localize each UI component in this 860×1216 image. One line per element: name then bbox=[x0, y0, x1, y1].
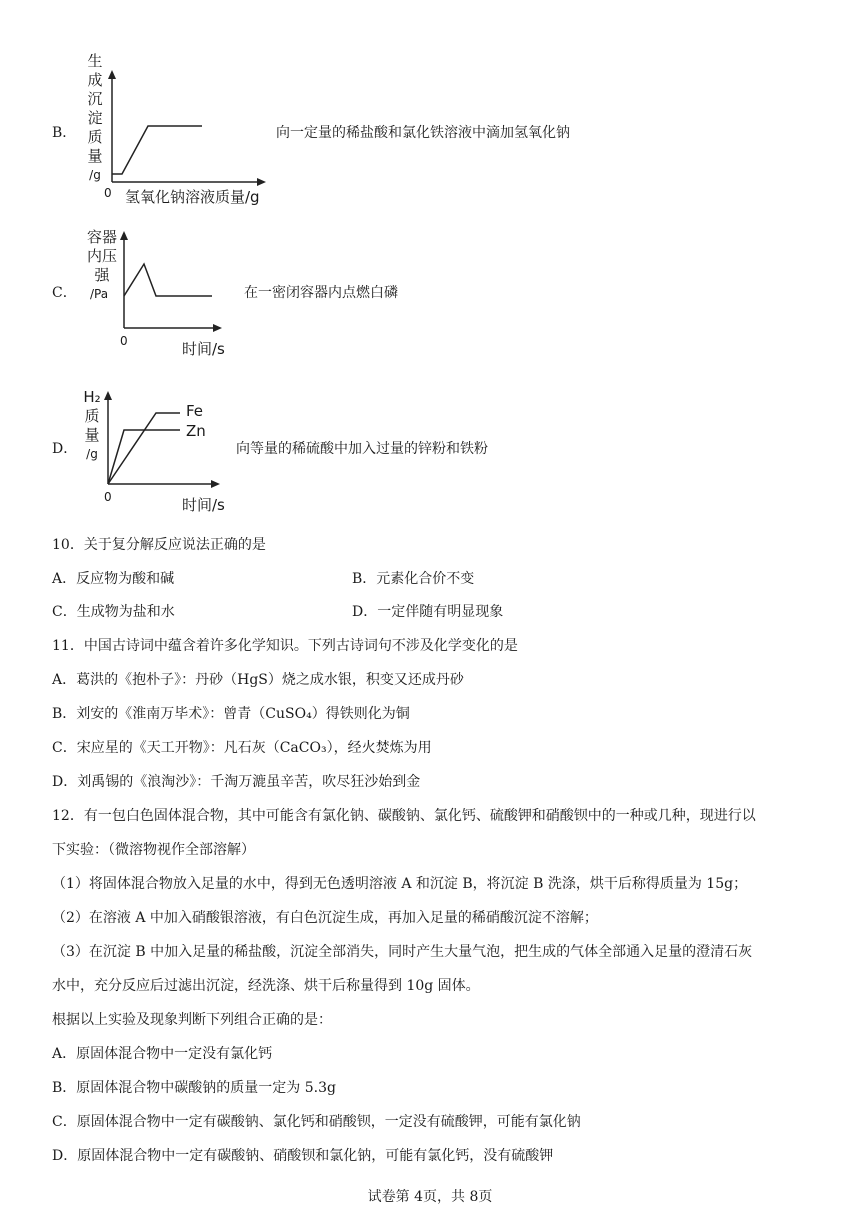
option-d: D．一定伴随有明显现象 bbox=[352, 604, 504, 620]
y-axis-arrow bbox=[108, 70, 116, 79]
y-label-line: H₂ bbox=[83, 388, 101, 406]
x-axis-label-b: 氢氧化钠溶液质量/g bbox=[125, 188, 260, 206]
x-axis-arrow bbox=[257, 178, 266, 186]
y-label-line: 强 bbox=[94, 266, 110, 284]
option-d: D．原固体混合物中一定有碳酸钠、硝酸钡和氯化钠，可能有氯化钙，没有硫酸钾 bbox=[52, 1148, 554, 1164]
graph-description-d: 向等量的稀硫酸中加入过量的锌粉和铁粉 bbox=[236, 441, 488, 457]
option-c: C．生成物为盐和水 bbox=[52, 604, 175, 620]
y-label-line: /Pa bbox=[90, 287, 109, 301]
zn-curve bbox=[108, 430, 180, 484]
option-letter-d: D． bbox=[52, 441, 78, 457]
x-axis-label-d: 时间/s bbox=[182, 496, 225, 514]
graph-d-plot bbox=[96, 386, 226, 490]
option-a: A．葛洪的《抱朴子》：丹砂（HgS）烧之成水银，积变又还成丹砂 bbox=[52, 672, 464, 688]
y-label-line: 质 bbox=[87, 128, 103, 146]
experiment-step-3-line-1: （3）在沉淀 B 中加入足量的稀盐酸，沉淀全部消失，同时产生大量气泡，把生成的气体全部通入足量的澄清石灰 bbox=[52, 944, 753, 960]
y-axis-arrow bbox=[104, 391, 112, 400]
question-stem: 11．中国古诗词中蕴含着许多化学知识。下列古诗词句不涉及化学变化的是 bbox=[52, 638, 518, 654]
series-label-zn: Zn bbox=[186, 422, 206, 440]
option-c: C．原固体混合物中一定有碳酸钠、氯化钙和硝酸钡，一定没有硫酸钾，可能有氯化钠 bbox=[52, 1114, 581, 1130]
option-a: A．反应物为酸和碱 bbox=[52, 571, 175, 587]
y-label-line: 成 bbox=[87, 71, 103, 89]
origin-label-d: 0 bbox=[104, 490, 112, 504]
y-label-line: 容器 bbox=[86, 228, 117, 246]
y-label-line: /g bbox=[89, 168, 101, 182]
graph-b-plot bbox=[100, 66, 270, 196]
question-stem-line-2: 下实验：（微溶物视作全部溶解） bbox=[52, 842, 255, 858]
x-axis-arrow bbox=[213, 324, 222, 332]
origin-label-b: 0 bbox=[104, 186, 112, 200]
origin-label-c: 0 bbox=[120, 334, 128, 348]
y-label-line: 淀 bbox=[87, 109, 103, 127]
y-label-line: 量 bbox=[87, 147, 103, 165]
option-b: B．原固体混合物中碳酸钠的质量一定为 5.3g bbox=[52, 1080, 336, 1096]
page-footer: 试卷第 4页，共 8页 bbox=[367, 1189, 493, 1205]
option-letter-b: B． bbox=[52, 125, 77, 141]
x-axis-label-c: 时间/s bbox=[182, 340, 225, 358]
graph-description-b: 向一定量的稀盐酸和氯化铁溶液中滴加氢氧化钠 bbox=[276, 125, 570, 141]
question-stem: 10．关于复分解反应说法正确的是 bbox=[52, 537, 266, 553]
experiment-step-1: （1）将固体混合物放入足量的水中，得到无色透明溶液 A 和沉淀 B，将沉淀 B 洗涤，烘干后称得质量为 15g； bbox=[52, 876, 748, 892]
x-axis-arrow bbox=[211, 480, 220, 488]
y-label-line: 质 bbox=[84, 407, 100, 425]
y-label-line: /g bbox=[86, 447, 98, 461]
y-label-line: 生 bbox=[87, 52, 103, 70]
graph-description-c: 在一密闭容器内点燃白磷 bbox=[244, 285, 398, 301]
experiment-step-2: （2）在溶液 A 中加入硝酸银溶液，有白色沉淀生成，再加入足量的稀硝酸沉淀不溶解； bbox=[52, 910, 598, 926]
option-b: B．元素化合价不变 bbox=[352, 571, 475, 587]
y-label-line: 内压 bbox=[86, 247, 117, 265]
option-letter-c: C． bbox=[52, 285, 77, 301]
y-axis-arrow bbox=[120, 231, 128, 240]
graph-c-plot bbox=[112, 226, 232, 336]
y-label-line: 量 bbox=[84, 426, 100, 444]
option-c: C．宋应星的《天工开物》：凡石灰（CaCO₃），经火焚炼为用 bbox=[52, 740, 432, 756]
option-b: B．刘安的《淮南万毕术》：曾青（CuSO₄）得铁则化为铜 bbox=[52, 706, 410, 722]
option-a: A．原固体混合物中一定没有氯化钙 bbox=[52, 1046, 273, 1062]
curve bbox=[112, 126, 202, 174]
experiment-step-3-line-2: 水中，充分反应后过滤出沉淀，经洗涤、烘干后称量得到 10g 固体。 bbox=[52, 978, 480, 994]
option-d: D．刘禹锡的《浪淘沙》：千淘万漉虽辛苦，吹尽狂沙始到金 bbox=[52, 774, 421, 790]
series-label-fe: Fe bbox=[186, 402, 204, 420]
question-stem-line-1: 12．有一包白色固体混合物，其中可能含有氯化钠、碳酸钠、氯化钙、硫酸钾和硝酸钡中的一种或几种，现进行以 bbox=[52, 808, 756, 824]
judge-prompt: 根据以上实验及现象判断下列组合正确的是： bbox=[52, 1012, 332, 1028]
y-label-line: 沉 bbox=[87, 90, 103, 108]
curve bbox=[124, 264, 212, 296]
